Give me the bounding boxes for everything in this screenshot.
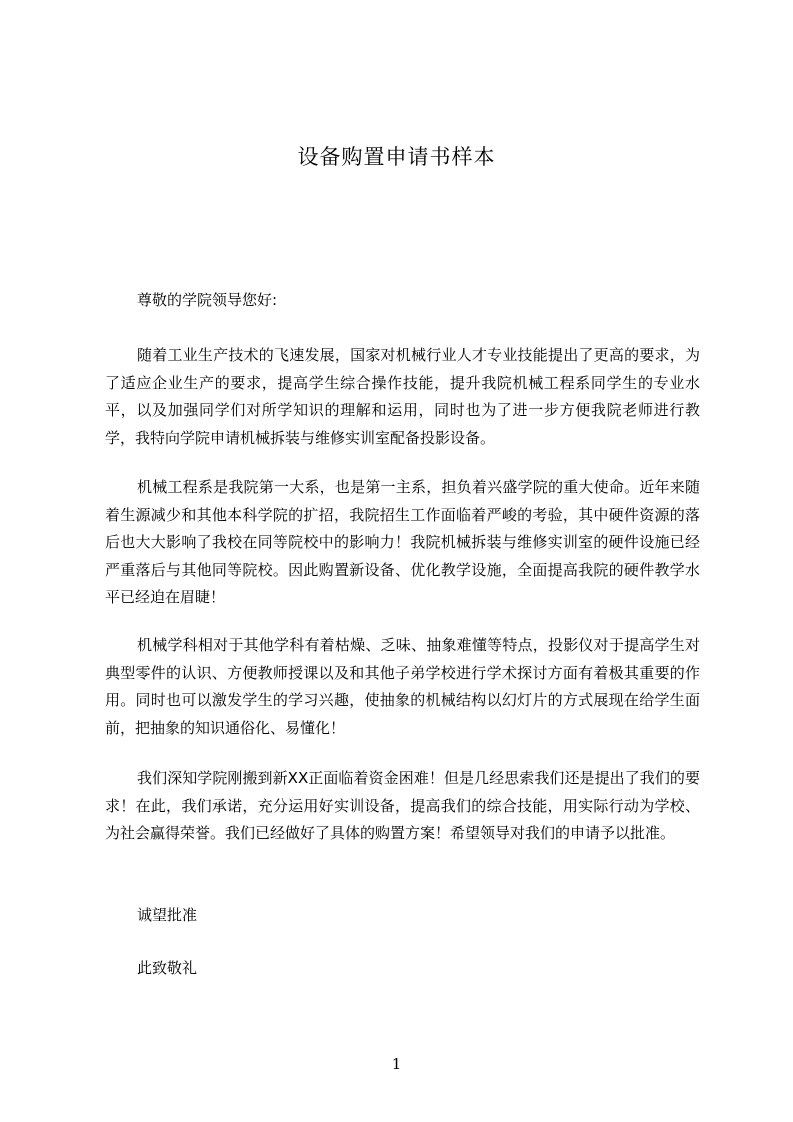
body-paragraph-4: 我们深知学院刚搬到新XX正面临着资金困难！但是几经思索我们还是提出了我们的要求！在此，我们承诺，充分运用好实训设备，提高我们的综合技能，用实际行动为学校、为社会赢得荣誉。我们已经做好了具体的购置方案！希望领导对我们的申请予以批准。 — [105, 769, 700, 842]
page-number: 1 — [391, 1055, 402, 1073]
closing-regards: 此致敬礼 — [137, 959, 198, 977]
body-paragraph-3: 机械学科相对于其他学科有着枯燥、乏味、抽象难懂等特点，投影仪对于提高学生对典型零件的认识、方便教师授课以及和其他子弟学校进行学术探讨方面有着极其重要的作用。同时也可以激发学生的学习兴趣，使抽象的机械结构以幻灯片的方式展现在给学生面前，把抽象的知识通俗化、易懂化！ — [105, 636, 700, 737]
body-paragraph-2: 机械工程系是我院第一大系，也是第一主系，担负着兴盛学院的重大使命。近年来随着生源减少和其他本科学院的扩招，我院招生工作面临着严峻的考验，其中硬件资源的落后也大大影响了我校在同等院校中的影响力！我院机械拆装与维修实训室的硬件设施已经严重落后与其他同等院校。因此购置新设备、优化教学设施，全面提高我院的硬件教学水平已经迫在眉睫！ — [105, 478, 700, 606]
closing-request: 诚望批准 — [137, 906, 198, 924]
salutation: 尊敬的学院领导您好: — [137, 291, 278, 309]
body-paragraph-1: 随着工业生产技术的飞速发展，国家对机械行业人才专业技能提出了更高的要求，为了适应企业生产的要求，提高学生综合操作技能，提升我院机械工程系同学生的专业水平，以及加强同学们对所学知识的理解和运用，同时也为了进一步方便我院老师进行教学，我特向学院申请机械拆装与维修实训室配备投影设备。 — [105, 346, 700, 447]
document-title: 设备购置申请书样本 — [297, 145, 496, 169]
